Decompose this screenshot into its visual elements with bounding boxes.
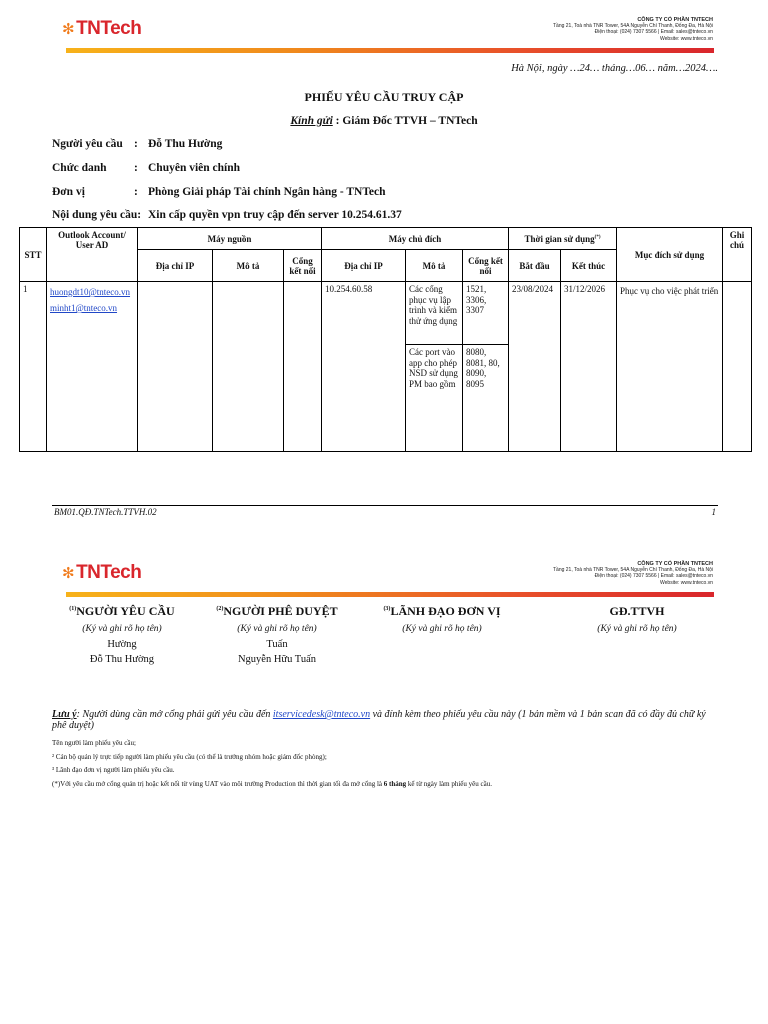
header-dest-port: Cổng kết nối — [463, 250, 509, 282]
header-time-sup: (*) — [594, 235, 601, 240]
position-sep: : — [134, 162, 138, 174]
unit-value: Phòng Giải pháp Tài chính Ngân hàng - TNTech — [148, 186, 386, 198]
logo-star-icon: ✻ — [62, 21, 75, 38]
page-number: 1 — [711, 507, 716, 517]
logo-text: TNTech — [76, 18, 142, 39]
signature-sub: (Ký và ghi rõ họ tên) — [237, 624, 317, 634]
sig-title-text: NGƯỜI YÊU CẦU — [76, 604, 175, 618]
company-name: CÔNG TY CỔ PHẦN TNTECH — [637, 17, 713, 23]
signature-title — [567, 604, 707, 619]
cell-source-ip — [138, 282, 213, 452]
company-address: Tầng 21, Toà nhà TNR Tower, 54A Nguyễn Chí Thanh, Đống Đa, Hà Nội — [552, 23, 713, 30]
signature-title — [52, 604, 192, 619]
header-time-label: Thời gian sử dụng — [524, 234, 595, 244]
addressee-value: : Giám Đốc TTVH – TNTech — [332, 115, 478, 127]
unit-label: Đơn vị — [52, 186, 85, 198]
company-address: Tầng 21, Toà nhà TNR Tower, 54A Nguyễn Chí Thanh, Đống Đa, Hà Nội — [552, 567, 713, 574]
header-purpose: Mục đích sử dụng — [617, 228, 723, 282]
cell-end: 31/12/2026 — [561, 282, 617, 452]
company-logo — [62, 18, 141, 40]
position-value: Chuyên viên chính — [148, 162, 241, 174]
company-name: CÔNG TY CỔ PHẦN TNTECH — [637, 561, 713, 567]
note-pre: : Người dùng cần mở cổng phải gửi yêu cầu đến — [76, 709, 273, 720]
cell-dest-port-2: 8080, 8081, 80, 8090, 8095 — [463, 345, 509, 452]
header-dest-ip: Địa chỉ IP — [322, 250, 406, 282]
header-bar-2 — [66, 592, 714, 597]
signature-title — [207, 604, 347, 619]
signature-block-requester — [52, 604, 192, 665]
footnote-star — [52, 780, 722, 789]
cell-dest-ip: 10.254.60.58 — [322, 282, 406, 452]
footnote-star-post: kể từ ngày làm phiếu yêu cầu. — [406, 780, 492, 788]
signature-mark: Hường — [107, 639, 137, 650]
company-website: Website: www.tnteco.vn — [660, 579, 713, 586]
company-info-2 — [513, 561, 713, 586]
logo-star-icon: ✻ — [62, 565, 75, 582]
header-end: Kết thúc — [561, 250, 617, 282]
header-bar — [66, 48, 714, 53]
signature-block-head — [372, 604, 512, 634]
note-post: và đính kèm theo phiếu yêu cầu này (1 bản mềm và 1 bản scan đã có đầy đủ chữ ký phê duyệt) — [52, 709, 706, 731]
cell-dest-port-1: 1521, 3306, 3307 — [463, 282, 509, 345]
access-request-table — [19, 227, 752, 452]
header-source-ip: Địa chỉ IP — [138, 250, 213, 282]
note-label: Lưu ý — [52, 709, 77, 720]
signer-name: Đỗ Thu Hường — [89, 654, 155, 665]
header-source-port: Cổng kết nối — [284, 250, 322, 282]
signer-name: Nguyễn Hữu Tuấn — [237, 654, 317, 665]
signature-sub: (Ký và ghi rõ họ tên) — [402, 624, 482, 634]
note-paragraph — [52, 709, 720, 731]
requester-label: Người yêu cầu — [52, 138, 123, 150]
document-title: PHIẾU YÊU CẦU TRUY CẬP — [304, 90, 464, 104]
signature-title — [372, 604, 512, 619]
footnote-1: Tên người làm phiếu yêu cầu; — [52, 739, 136, 747]
servicedesk-link[interactable]: itservicedesk@tnteco.vn — [272, 709, 371, 720]
cell-purpose: Phục vụ cho việc phát triển — [617, 282, 723, 452]
sig-sup: (3) — [383, 606, 391, 612]
cell-dest-desc-1: Các cổng phục vụ lập trình và kiểm thử ứng dụng — [406, 282, 463, 345]
date-line: Hà Nội, ngày …24… tháng…06… năm…2024…. — [511, 63, 718, 74]
requester-value: Đỗ Thu Hường — [148, 138, 223, 150]
company-website: Website: www.tnteco.vn — [660, 35, 713, 42]
company-logo-2 — [62, 562, 141, 584]
header-dest-desc: Mô tả — [406, 250, 463, 282]
account-link-1[interactable]: huongdt10@tnteco.vn — [50, 287, 131, 297]
footnote-2: ² Cán bộ quản lý trực tiếp người làm phiếu yêu cầu (có thể là trưởng nhóm hoặc giám đốc phòng); — [52, 753, 327, 761]
sig-sup: (2) — [216, 606, 224, 612]
company-phone: Điện thoại: (024) 7307 5566 | Email: sales@tnteco.vn — [594, 573, 713, 580]
cell-source-port — [284, 282, 322, 452]
cell-stt: 1 — [20, 282, 47, 452]
signature-block-approver — [207, 604, 347, 665]
header-source-desc: Mô tả — [213, 250, 284, 282]
footnote-star-pre: (*)Với yêu cầu mở cổng quản trị hoặc kết nối từ vùng UAT vào môi trường Production thì thời gian tối đa mở cổng là — [52, 780, 384, 788]
sig-title-text: NGƯỜI PHÊ DUYỆT — [223, 604, 338, 618]
addressee-label: Kính gửi — [290, 115, 333, 127]
header-dest: Máy chủ đích — [322, 228, 509, 250]
signature-sub: (Ký và ghi rõ họ tên) — [82, 624, 162, 634]
signature-sub: (Ký và ghi rõ họ tên) — [597, 624, 677, 634]
header-stt: STT — [20, 228, 47, 282]
header-start: Bắt đầu — [509, 250, 561, 282]
footnote-star-bold: 6 tháng — [383, 780, 407, 788]
cell-note — [723, 282, 752, 452]
cell-start: 23/08/2024 — [509, 282, 561, 452]
request-label: Nội dung yêu cầu: — [52, 209, 142, 221]
requester-sep: : — [134, 138, 138, 150]
header-note: Ghi chú — [723, 228, 752, 282]
signature-mark: Tuấn — [266, 639, 288, 650]
account-link-2[interactable]: minht1@tnteco.vn — [50, 303, 118, 313]
unit-sep: : — [134, 186, 138, 198]
sig-title-text: GĐ.TTVH — [609, 604, 665, 618]
addressee — [0, 115, 768, 127]
position-label: Chức danh — [52, 162, 107, 174]
header-account: Outlook Account/ User AD — [47, 228, 138, 282]
request-value: Xin cấp quyền vpn truy cập đến server 10.254.61.37 — [148, 209, 402, 221]
cell-source-desc — [213, 282, 284, 452]
sig-sup: (1) — [69, 606, 77, 612]
footer-line — [52, 505, 718, 506]
sig-title-text: LÃNH ĐẠO ĐƠN VỊ — [390, 604, 501, 618]
company-info — [513, 17, 713, 42]
table-row — [20, 282, 752, 345]
header-time — [509, 228, 617, 250]
cell-dest-desc-2: Các port vào app cho phép NSD sử dụng PM bao gồm — [406, 345, 463, 452]
company-phone: Điện thoại: (024) 7307 5566 | Email: sales@tnteco.vn — [594, 29, 713, 36]
signature-block-director — [567, 604, 707, 634]
logo-text: TNTech — [76, 562, 142, 583]
header-source: Máy nguồn — [138, 228, 322, 250]
footer-code: BM01.QĐ.TNTech.TTVH.02 — [54, 507, 157, 517]
cell-account — [47, 282, 138, 452]
footnote-3: ³ Lãnh đạo đơn vị người làm phiếu yêu cầu. — [52, 766, 175, 774]
